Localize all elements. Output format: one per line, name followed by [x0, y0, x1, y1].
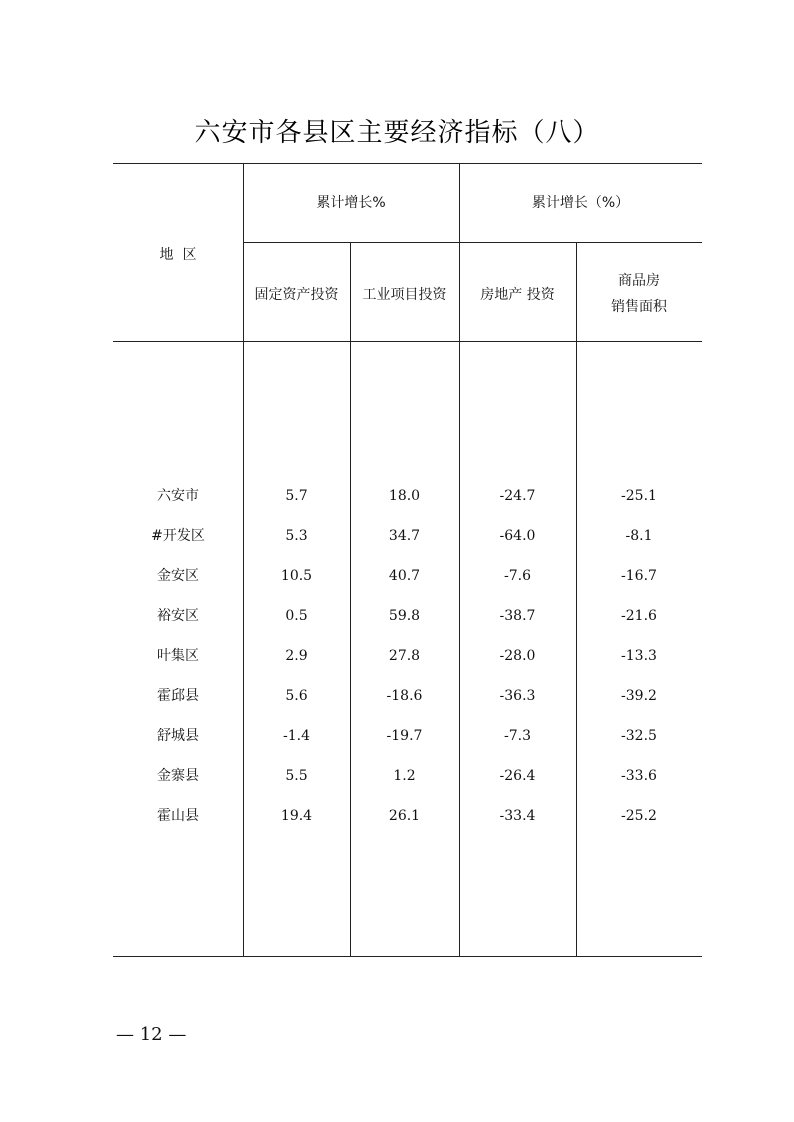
header-group-rule [243, 242, 702, 243]
industrial-cell: 18.0 [388, 488, 421, 504]
fixed-asset-cell: 19.4 [280, 808, 313, 824]
industrial-cell: 59.8 [388, 608, 421, 624]
group-header-left: 累计增长% [316, 195, 386, 211]
column-header-sales-area-line2: 销售面积 [611, 299, 667, 315]
region-header: 地 区 [159, 247, 197, 263]
region-cell: 霍邱县 [157, 688, 199, 704]
region-cell: 金寨县 [157, 768, 199, 784]
region-cell: 六安市 [157, 488, 199, 504]
real-estate-cell: -33.4 [499, 808, 536, 824]
fixed-asset-cell: -1.4 [283, 728, 310, 744]
real-estate-cell: -36.3 [499, 688, 536, 704]
real-estate-cell: -24.7 [499, 488, 536, 504]
real-estate-cell: -7.3 [504, 728, 531, 744]
real-estate-cell: -7.6 [504, 568, 531, 584]
industrial-cell: 26.1 [388, 808, 421, 824]
sales-area-cell: -33.6 [621, 768, 657, 784]
fixed-asset-cell: 5.6 [285, 688, 308, 704]
page-number: — 12 — [116, 1024, 187, 1045]
sales-area-cell: -13.3 [621, 648, 657, 664]
fixed-asset-cell: 10.5 [280, 568, 313, 584]
column-divider [576, 242, 577, 956]
column-divider [350, 242, 351, 956]
industrial-cell: 27.8 [388, 648, 421, 664]
column-header-sales-area [576, 270, 702, 318]
fixed-asset-cell: 0.5 [285, 608, 308, 624]
industrial-cell: 40.7 [388, 568, 421, 584]
column-header-industrial: 工业项目投资 [362, 287, 447, 303]
column-divider [243, 163, 244, 956]
fixed-asset-cell: 5.3 [285, 528, 308, 544]
fixed-asset-cell: 5.5 [285, 768, 308, 784]
region-cell: 舒城县 [157, 728, 199, 744]
column-header-real-estate: 房地产 投资 [480, 287, 555, 303]
real-estate-cell: -38.7 [499, 608, 536, 624]
industrial-cell: 34.7 [388, 528, 421, 544]
real-estate-cell: -64.0 [499, 528, 536, 544]
region-cell: 叶集区 [157, 648, 199, 664]
real-estate-cell: -26.4 [499, 768, 536, 784]
fixed-asset-cell: 2.9 [285, 648, 308, 664]
region-cell: 金安区 [157, 568, 199, 584]
region-cell: #开发区 [151, 528, 205, 544]
column-header-fixed-asset: 固定资产投资 [254, 287, 339, 303]
fixed-asset-cell: 5.7 [285, 488, 308, 504]
sales-area-cell: -25.1 [621, 488, 657, 504]
sales-area-cell: -21.6 [621, 608, 657, 624]
industrial-cell: 1.2 [393, 768, 416, 784]
column-header-sales-area-line1: 商品房 [618, 273, 660, 289]
sales-area-cell: -39.2 [621, 688, 657, 704]
sales-area-cell: -16.7 [621, 568, 657, 584]
header-bottom-rule [113, 341, 702, 342]
industrial-cell: -19.7 [386, 728, 423, 744]
sales-area-cell: -25.2 [621, 808, 657, 824]
sales-area-cell: -8.1 [625, 528, 653, 544]
region-cell: 霍山县 [157, 808, 199, 824]
region-cell: 裕安区 [157, 608, 199, 624]
page-title: 六安市各县区主要经济指标（八） [194, 118, 600, 148]
column-divider [459, 163, 460, 956]
table-bottom-rule [113, 956, 702, 957]
industrial-cell: -18.6 [386, 688, 423, 704]
sales-area-cell: -32.5 [621, 728, 657, 744]
group-header-right: 累计增长（%） [531, 195, 630, 211]
real-estate-cell: -28.0 [499, 648, 536, 664]
table-top-rule [113, 163, 702, 164]
